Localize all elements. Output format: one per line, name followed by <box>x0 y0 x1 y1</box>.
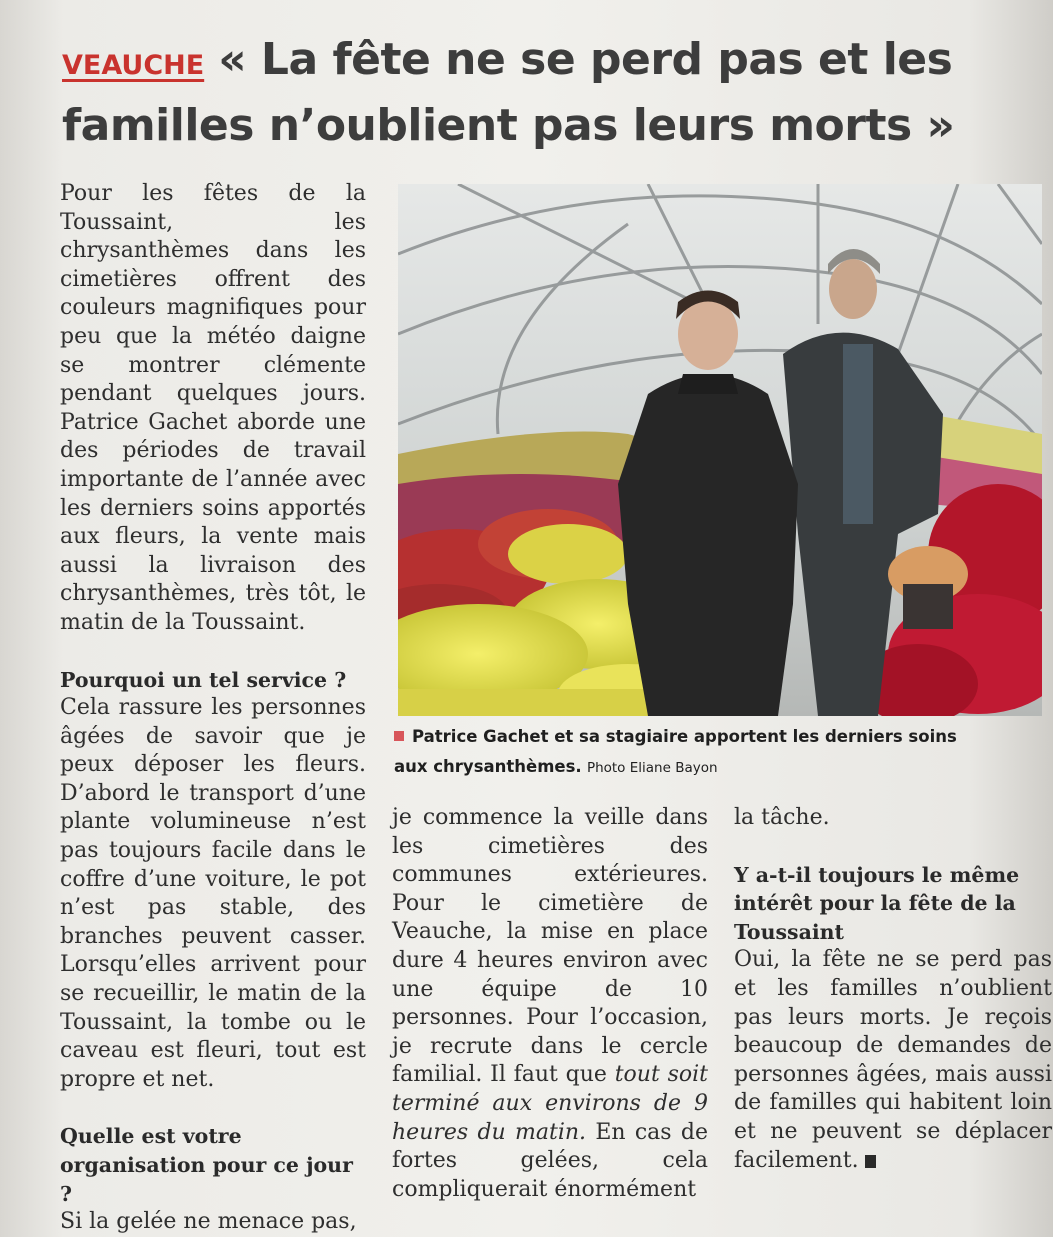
newspaper-page <box>22 0 1052 1235</box>
kicker-label: VEAUCHE <box>62 50 205 81</box>
column-3 <box>734 804 1052 1175</box>
answer-1: Cela rassure les personnes âgées de savoir que je peux déposer les fleurs. D’abord le transport d’une plante volumineuse n’est pas toujours facile dans le coffre d’une voiture, le pot n’est pas stable, des branches peuvent casser. Lorsqu’elles arrivent pour se recueillir, le matin de la Toussaint, la tombe ou le caveau est fleuri, tout est propre et net. <box>60 695 366 1092</box>
col2-text <box>392 804 708 1204</box>
col2-italic: tout soit terminé aux environs de 9 heures du matin. <box>392 1062 708 1145</box>
question-1: Pourquoi un tel service ? <box>60 667 347 692</box>
column-1 <box>60 180 366 1237</box>
article-photo <box>398 184 1042 716</box>
question-2: Quelle est votre organisation pour ce jour ? <box>60 1124 353 1206</box>
headline: « La fête ne se perd pas et les familles n’oublient pas leurs morts » <box>62 34 955 151</box>
end-mark-icon <box>865 1155 876 1168</box>
answer-3 <box>734 946 1052 1175</box>
answer-3-text: Oui, la fête ne se perd pas et les familles n’oublient pas leurs morts. Je reçois beaucoup de demandes de personnes âgées, mais aussi de familles qui habitent loin et ne peuvent se déplacer facilement. <box>734 947 1052 1173</box>
headline-block <box>62 30 962 156</box>
col2-body: je commence la veille dans les cimetières des communes extérieures. Pour le cimetière de Veauche, la mise en place dure 4 heures environ avec une équipe de 10 personnes. Pour l’occasion, je recrute dans le cercle familial. Il faut que <box>392 805 708 1088</box>
caption-text: Patrice Gachet et sa stagiaire apportent les derniers soins aux chrysanthèmes. <box>394 727 957 776</box>
col2-end: En cas de fortes gelées, cela compliquerait énormément <box>392 1119 708 1202</box>
answer-2-start: Si la gelée ne menace pas, <box>60 1209 357 1235</box>
photo-caption <box>394 722 994 783</box>
greenhouse-photo <box>398 184 1042 716</box>
photo-credit: Photo Eliane Bayon <box>586 760 718 776</box>
col3-continuation: la tâche. <box>734 805 830 830</box>
question-3: Y a-t-il toujours le même intérêt pour la fête de la Toussaint <box>734 862 1020 944</box>
caption-marker-icon <box>394 731 404 741</box>
intro-paragraph: Pour les fêtes de la Toussaint, les chrysanthèmes dans les cimetières offrent des couleurs magnifiques pour peu que la météo daigne se montrer clémente pendant quelques jours. Patrice Gachet aborde une des périodes de travail importante de l’année avec les derniers soins apportés aux fleurs, la vente mais aussi la livraison des chrysanthèmes, très tôt, le matin de la Toussaint. <box>60 181 366 635</box>
column-2 <box>392 804 708 1204</box>
